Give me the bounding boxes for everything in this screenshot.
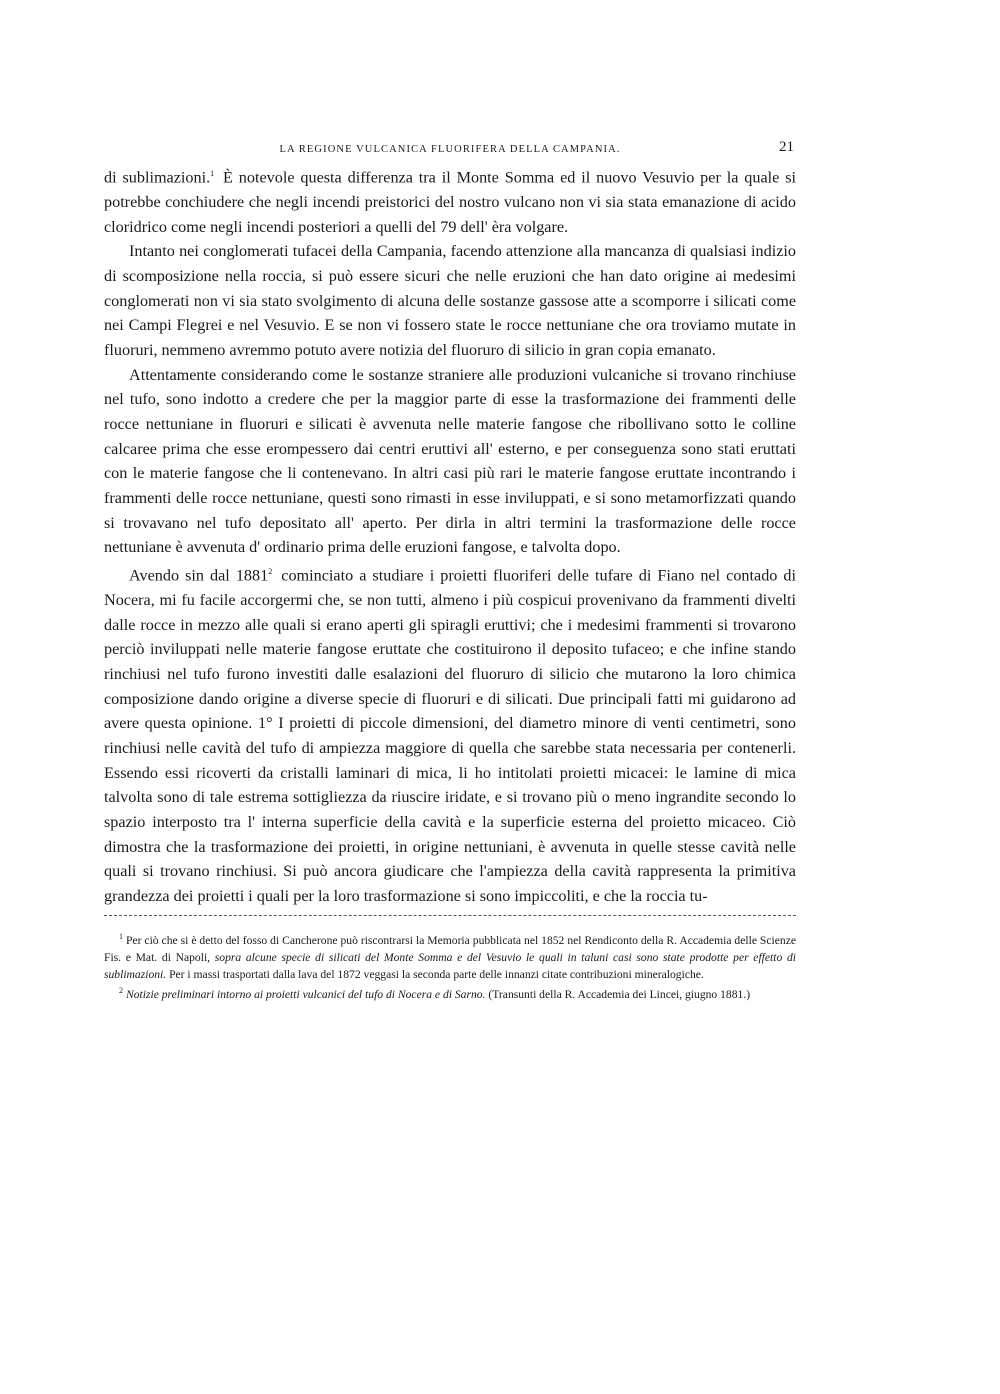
page-header	[104, 136, 796, 162]
footnote-text: Per ciò che si è detto del fosso di Cancherone può riscontrarsi la Memoria pubblicata nel 1852 nel Rendiconto della R. Accademia delle Scienze Fis. e Mat. di Napoli,	[104, 934, 796, 964]
footnote-1	[104, 929, 796, 983]
paragraph-text: di sublimazioni.	[104, 168, 211, 187]
body-text	[104, 162, 796, 908]
running-title: LA REGIONE VULCANICA FLUORIFERA DELLA CAMPANIA.	[279, 144, 621, 155]
paragraph-1	[104, 162, 796, 239]
paragraph-text: cominciato a studiare i proietti fluoriferi delle tufare di Fiano nel contado di Nocera, mi fu facile accorgermi che, se non tutti, almeno i più cospicui provenivano da frammenti divelti dalle rocce in mezzo alle quali si erano aperti gli spiragli eruttivi; che i medesimi frammenti si trovarono perciò inviluppati nelle materie fangose eruttate che costituirono il deposito tufaceo; e che infine stando rinchiusi nel tufo furono investiti dalle esalazioni del fluoruro di silicio che mutarono la loro chimica composizione dando origine a diverse specie di fluoruri e di silicati. Due principali fatti mi guidarono ad avere questa opinione. 1° I proietti di piccole dimensioni, del diametro minore di venti centimetri, sono rinchiusi nelle cavità del tufo di ampiezza maggiore di quella che sarebbe stata necessaria per contenerli. Essendo essi ricoverti da cristalli laminari di mica, li ho intitolati proietti micacei: le lamine di mica talvolta sono di tale estrema sottigliezza da riuscire iridate, e si trovano più o meno ingrandite secondo lo spazio interposto tra l' interna superficie della cavità e la superficie esterna del proietto micaceo. Ciò dimostra che la trasformazione dei proietti, in origine nettuniani, è avvenuta in quelle stesse cavità nelle quali si trovano rinchiusi. Si può ancora giudicare che l'ampiezza della cavità rappresenta la primitiva grandezza dei proietti i quali per la loro trasformazione si sono impiccoliti, e che la roccia tu-	[104, 566, 797, 905]
footnotes	[104, 929, 796, 1003]
footnote-mark: 1	[119, 932, 123, 942]
book-page	[104, 136, 796, 1004]
paragraph-text: È notevole questa differenza tra il Monte Somma ed il nuovo Vesuvio per la quale si potrebbe conchiudere che negli incendi preistorici del nostro vulcano non vi sia stata emanazione di acido cloridrico come negli incendi posteriori a quelli del 79 dell' èra volgare.	[104, 168, 796, 236]
footnote-reference: 1	[210, 169, 215, 178]
paragraph-text: Avendo sin dal 1881	[129, 566, 269, 585]
footnote-text: Per i massi trasportati dalla lava del 1872 veggasi la seconda parte delle innanzi citate contribuzioni mineralogiche.	[166, 967, 704, 981]
page-number: 21	[779, 139, 794, 155]
footnote-title: Notizie preliminari intorno ai proietti vulcanici del tufo di Nocera e di Sarno.	[126, 987, 486, 1001]
paragraph-4	[104, 560, 796, 909]
paragraph-2: Intanto nei conglomerati tufacei della Campania, facendo attenzione alla mancanza di qualsiasi indizio di scomposizione nella roccia, si può essere sicuri che nelle eruzioni che han dato origine ai medesimi conglomerati non vi sia stato svolgimento di alcuna delle sostanze gassose atte a scomporre i silicati come nei Campi Flegrei e nel Vesuvio. E se non vi fossero state le rocce nettuniane che ora troviamo mutate in fluoruri, nemmeno avremmo potuto avere notizia del fluoruro di silicio in gran copia emanato.	[104, 242, 796, 359]
footnote-divider	[104, 915, 796, 916]
footnote-mark: 2	[119, 986, 123, 996]
paragraph-3: Attentamente considerando come le sostanze straniere alle produzioni vulcaniche si trovano rinchiuse nel tufo, sono indotto a credere che per la maggior parte di esse la trasformazione dei frammenti delle rocce nettuniane in fluoruri e silicati è avvenuta nelle materie fangose che ribollivano sotto le colline calcaree prima che esse erompessero dai centri eruttivi all' esterno, e per conseguenza sono stati eruttati con le materie fangose che li contenevano. In altri casi più rari le materie fangose eruttate incontrando i frammenti delle rocce nettuniane, questi sono rimasti in esse inviluppati, e si sono metamorfizzati quando si trovavano nel tufo depositato all' aperto. Per dirla in altri termini la trasformazione delle rocce nettuniane è avvenuta d' ordinario prima delle eruzioni fangose, e talvolta dopo.	[104, 365, 796, 557]
footnote-text: (Transunti della R. Accademia dei Lincei, giugno 1881.)	[485, 987, 751, 1001]
footnote-2	[104, 983, 796, 1003]
footnote-title: sopra alcune specie di silicati del Monte Somma e del Vesuvio le quali in taluni casi sono state prodotte per effetto di sublimazioni.	[104, 950, 796, 981]
footnote-reference: 2	[268, 566, 273, 576]
